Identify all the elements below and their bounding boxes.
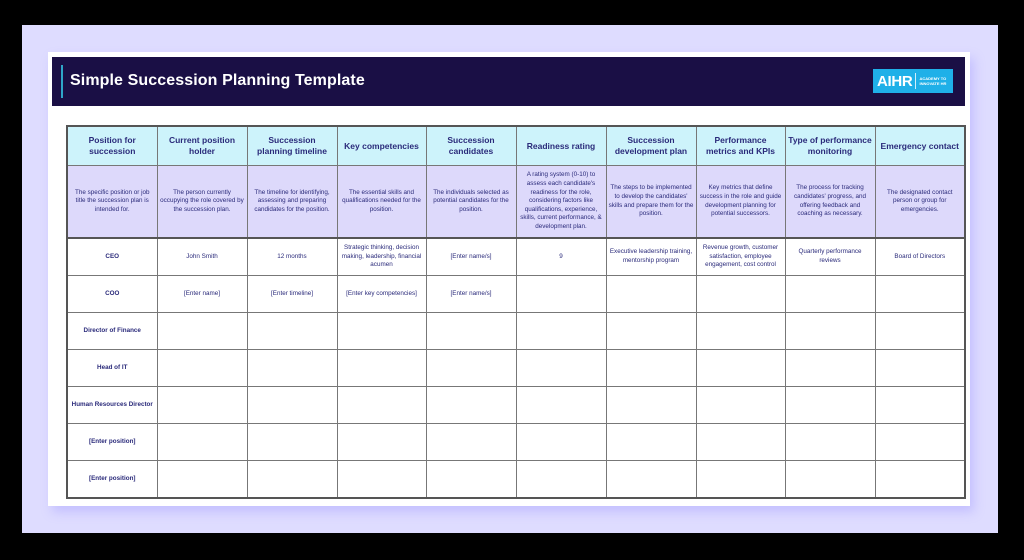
table-cell[interactable] xyxy=(606,276,696,313)
table-cell[interactable] xyxy=(247,424,337,461)
table-cell[interactable] xyxy=(785,276,875,313)
column-description: The specific position or job title the succession plan is intended for. xyxy=(67,166,157,239)
column-description: The individuals selected as potential candidates for the position. xyxy=(426,166,516,239)
table-cell[interactable] xyxy=(606,350,696,387)
table-cell[interactable]: [Enter timeline] xyxy=(247,276,337,313)
table-cell[interactable]: [Enter name/s] xyxy=(426,238,516,276)
table-cell[interactable] xyxy=(785,313,875,350)
table-cell[interactable]: Strategic thinking, decision making, leadership, financial acumen xyxy=(337,238,426,276)
table-cell[interactable] xyxy=(606,387,696,424)
column-header: Succession development plan xyxy=(606,126,696,166)
table-row xyxy=(67,313,965,350)
position-cell[interactable]: Head of IT xyxy=(67,350,157,387)
table-cell[interactable] xyxy=(247,387,337,424)
table-cell[interactable]: Board of Directors xyxy=(875,238,965,276)
table-cell[interactable] xyxy=(157,461,247,499)
table-cell[interactable] xyxy=(157,313,247,350)
table-cell[interactable] xyxy=(696,313,785,350)
table-cell[interactable] xyxy=(157,424,247,461)
table-cell[interactable] xyxy=(247,313,337,350)
table-cell[interactable] xyxy=(606,424,696,461)
table-cell[interactable] xyxy=(696,424,785,461)
succession-planning-table xyxy=(66,125,966,499)
table-cell[interactable] xyxy=(785,424,875,461)
logo-divider xyxy=(915,73,916,89)
position-cell[interactable]: Human Resources Director xyxy=(67,387,157,424)
position-cell[interactable]: [Enter position] xyxy=(67,424,157,461)
table-cell[interactable] xyxy=(875,461,965,499)
table-cell[interactable] xyxy=(337,424,426,461)
table-cell[interactable] xyxy=(426,461,516,499)
description-row xyxy=(67,166,965,239)
table-cell[interactable] xyxy=(696,350,785,387)
column-header: Position for succession xyxy=(67,126,157,166)
table-cell[interactable] xyxy=(875,276,965,313)
table-cell[interactable]: Revenue growth, customer satisfaction, employee engagement, cost control xyxy=(696,238,785,276)
table-cell[interactable] xyxy=(157,350,247,387)
table-row xyxy=(67,461,965,499)
table-cell[interactable] xyxy=(696,387,785,424)
title-bar xyxy=(52,57,965,106)
table-cell[interactable] xyxy=(337,313,426,350)
position-cell[interactable]: COO xyxy=(67,276,157,313)
title-accent-bar xyxy=(61,65,63,98)
table-cell[interactable] xyxy=(875,313,965,350)
table-cell[interactable] xyxy=(337,387,426,424)
table-cell[interactable]: 12 months xyxy=(247,238,337,276)
table-row xyxy=(67,387,965,424)
column-header: Succession planning timeline xyxy=(247,126,337,166)
aihr-logo xyxy=(873,69,953,93)
table-cell[interactable] xyxy=(516,387,606,424)
column-description: Key metrics that define success in the role and guide development planning for potential successors. xyxy=(696,166,785,239)
column-header: Performance metrics and KPIs xyxy=(696,126,785,166)
table-cell[interactable] xyxy=(516,350,606,387)
table-cell[interactable] xyxy=(875,424,965,461)
position-cell[interactable]: [Enter position] xyxy=(67,461,157,499)
table-cell[interactable] xyxy=(157,387,247,424)
table-cell[interactable] xyxy=(785,461,875,499)
table-cell[interactable] xyxy=(606,461,696,499)
table-row xyxy=(67,424,965,461)
table-cell[interactable] xyxy=(426,313,516,350)
column-header: Emergency contact xyxy=(875,126,965,166)
table-cell[interactable] xyxy=(606,313,696,350)
column-header: Type of performance monitoring xyxy=(785,126,875,166)
table-cell[interactable] xyxy=(426,387,516,424)
column-description: The process for tracking candidates' progress, and offering feedback and coaching as necessary. xyxy=(785,166,875,239)
column-description: The timeline for identifying, assessing and preparing candidates for the position. xyxy=(247,166,337,239)
logo-tagline-line1: ACADEMY TO xyxy=(919,76,947,81)
table-cell[interactable]: 9 xyxy=(516,238,606,276)
column-header-row xyxy=(67,126,965,166)
table-cell[interactable] xyxy=(696,276,785,313)
table-cell[interactable]: Quarterly performance reviews xyxy=(785,238,875,276)
column-description: The steps to be implemented to develop the candidates' skills and prepare them for the position. xyxy=(606,166,696,239)
table-cell[interactable] xyxy=(696,461,785,499)
table-cell[interactable] xyxy=(337,461,426,499)
table-cell[interactable] xyxy=(337,350,426,387)
column-description: The person currently occupying the role covered by the succession plan. xyxy=(157,166,247,239)
column-description: The essential skills and qualifications needed for the position. xyxy=(337,166,426,239)
table-cell[interactable] xyxy=(247,350,337,387)
table-row xyxy=(67,238,965,276)
position-cell[interactable]: Director of Finance xyxy=(67,313,157,350)
column-header: Succession candidates xyxy=(426,126,516,166)
table-row xyxy=(67,350,965,387)
table-cell[interactable] xyxy=(516,461,606,499)
table-cell[interactable] xyxy=(516,313,606,350)
logo-tagline xyxy=(919,76,946,86)
position-cell[interactable]: CEO xyxy=(67,238,157,276)
table-cell[interactable]: Executive leadership training, mentorship program xyxy=(606,238,696,276)
table-cell[interactable] xyxy=(426,424,516,461)
table-cell[interactable] xyxy=(875,350,965,387)
logo-mark: AIHR xyxy=(877,72,913,90)
column-header: Current position holder xyxy=(157,126,247,166)
column-description: The designated contact person or group for emergencies. xyxy=(875,166,965,239)
table-cell[interactable]: John Smith xyxy=(157,238,247,276)
table-cell[interactable]: [Enter name/s] xyxy=(426,276,516,313)
column-header: Key competencies xyxy=(337,126,426,166)
table-cell[interactable] xyxy=(785,387,875,424)
table-cell[interactable] xyxy=(247,461,337,499)
page-title: Simple Succession Planning Template xyxy=(70,72,365,89)
table-cell[interactable]: [Enter name] xyxy=(157,276,247,313)
table-cell[interactable] xyxy=(426,350,516,387)
logo-tagline-line2: INNOVATE HR xyxy=(919,81,947,86)
table-row xyxy=(67,276,965,313)
table-cell[interactable] xyxy=(785,350,875,387)
table-cell[interactable] xyxy=(516,424,606,461)
column-description: A rating system (0-10) to assess each candidate's readiness for the role, considering factors like qualifications, experience, skills, current performance, & development plan. xyxy=(516,166,606,239)
table-cell[interactable] xyxy=(875,387,965,424)
table-cell[interactable]: [Enter key competencies] xyxy=(337,276,426,313)
table-cell[interactable] xyxy=(516,276,606,313)
column-header: Readiness rating xyxy=(516,126,606,166)
